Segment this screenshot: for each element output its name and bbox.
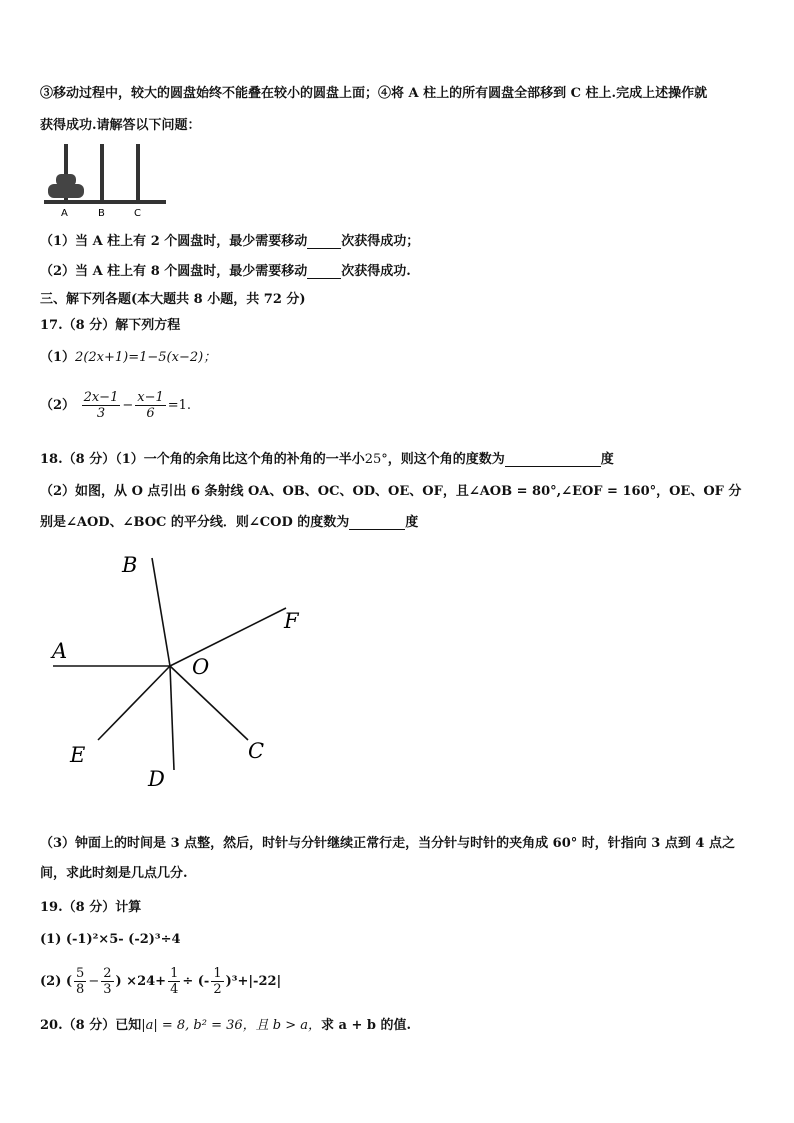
- fraction: $\frac{5}{8}$: [76, 966, 85, 997]
- ray-od: [170, 666, 174, 770]
- q20: 20.（8 分）已知|a| = 8, b² = 36，且 b > a，求 a + b 的值.: [40, 1018, 412, 1033]
- label-o: O: [192, 655, 210, 679]
- label-f: F: [284, 609, 299, 633]
- q17-title: 17.（8 分）解下列方程: [40, 318, 181, 333]
- section-title: 三、解下列各题(本大题共 8 小题，共 72 分): [40, 292, 306, 307]
- label-d: D: [148, 767, 165, 791]
- label-c: C: [248, 739, 265, 763]
- rod-b: [100, 144, 104, 202]
- hanoi-base: [44, 200, 166, 204]
- q18-part2-line2: 别是∠AOD、∠BOC 的平分线．则∠COD 的度数为 度: [40, 515, 419, 530]
- q18-part1: 18.（8 分）（1）一个角的余角比这个角的补角的一半小25°，则这个角的度数为 度: [40, 452, 614, 467]
- hanoi-figure: [40, 140, 175, 220]
- rays-diagram: [40, 548, 340, 798]
- fraction: $\frac{1}{4}$: [170, 966, 179, 997]
- ray-oe: [98, 666, 170, 740]
- fraction: $\frac{1}{2}$: [213, 966, 222, 997]
- q19-part2: (2) ( $\frac{5}{8}$ − $\frac{2}{3}$ ) ×24+ $\frac{1}{4}$ ÷ (- $\frac{1}{2}$ )³+|-22|: [40, 966, 282, 997]
- q18-part3-line2: 间，求此时刻是几点几分.: [40, 866, 188, 881]
- disk-large: [48, 184, 84, 198]
- q18-part2-line1: （2）如图，从 O 点引出 6 条射线 OA、OB、OC、OD、OE、OF，且∠AOB = 80°,∠EOF = 160°，OE、OF 分: [40, 484, 742, 499]
- ray-of: [170, 608, 286, 666]
- intro-line-1: ③移动过程中，较大的圆盘始终不能叠在较小的圆盘上面；④将 A 柱上的所有圆盘全部移到 C 柱上.完成上述操作就: [40, 86, 708, 101]
- q17-part1: （1）2(2x+1)=1−5(x−2)；: [40, 350, 217, 365]
- rod-c: [136, 144, 140, 202]
- q18-part3-line1: （3）钟面上的时间是 3 点整，然后，时针与分针继续正常行走，当分针与时针的夹角成 60° 时，针指向 3 点到 4 点之: [40, 836, 735, 851]
- label-c: C: [134, 208, 141, 219]
- label-a: A: [52, 639, 68, 663]
- ray-ob: [152, 558, 170, 666]
- intro-line-2: 获得成功.请解答以下问题：: [40, 118, 201, 133]
- fraction: $\frac{2x-1}{3}$: [83, 390, 119, 421]
- q19-title: 19.（8 分）计算: [40, 900, 142, 915]
- answer-blank[interactable]: [349, 515, 405, 530]
- fraction: $\frac{2}{3}$: [103, 966, 112, 997]
- label-a: A: [61, 208, 68, 219]
- q16-part1: （1）当 A 柱上有 2 个圆盘时，最少需要移动 次获得成功；: [40, 234, 420, 249]
- fraction: $\frac{x-1}{6}$: [137, 390, 164, 421]
- label-e: E: [70, 743, 86, 767]
- q16-part2: （2）当 A 柱上有 8 个圆盘时，最少需要移动 次获得成功.: [40, 264, 411, 279]
- q17-part2: （2） $\frac{2x-1}{3}$ − $\frac{x-1}{6}$ =1.: [40, 390, 192, 421]
- label-b: B: [122, 553, 138, 577]
- answer-blank[interactable]: [307, 264, 341, 279]
- answer-blank[interactable]: [505, 452, 601, 467]
- label-b: B: [98, 208, 105, 219]
- answer-blank[interactable]: [307, 234, 341, 249]
- q19-part1: (1) (-1)²×5- (-2)³÷4: [40, 932, 181, 947]
